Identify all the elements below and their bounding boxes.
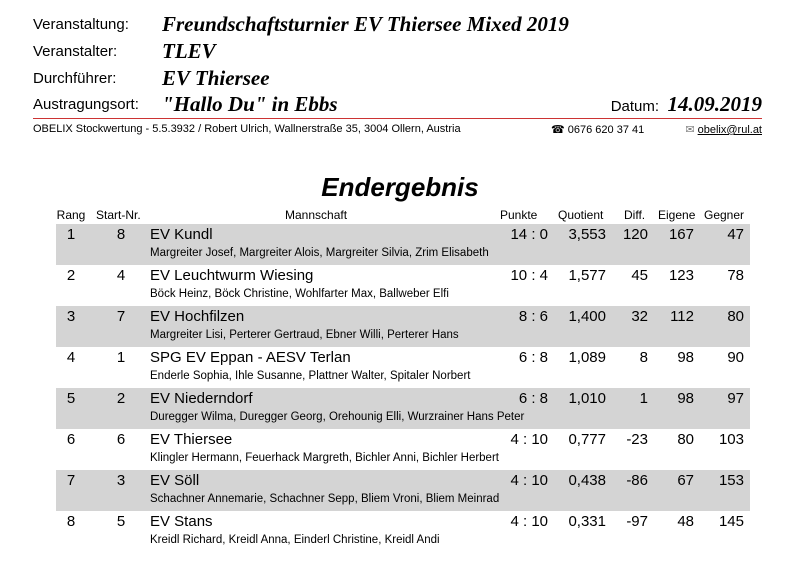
email-link[interactable]: obelix@rul.at: [697, 124, 762, 136]
quotient-cell: 1,577: [568, 267, 606, 284]
team-cell: EV Niederndorf: [150, 390, 253, 407]
players-cell: Enderle Sophia, Ihle Susanne, Plattner Walter, Spitaler Norbert: [150, 370, 471, 382]
venue-value: "Hallo Du" in Ebbs: [162, 92, 338, 116]
diff-cell: 32: [631, 308, 648, 325]
start-cell: 7: [116, 308, 126, 325]
organizer-row: [33, 39, 762, 65]
own-cell: 123: [668, 267, 694, 284]
table-row: [56, 429, 750, 470]
start-cell: 8: [116, 226, 126, 243]
date-label: Datum:: [610, 98, 660, 115]
mail-info: [685, 123, 762, 136]
event-value: Freundschaftsturnier EV Thiersee Mixed 2019: [162, 12, 569, 36]
start-cell: 6: [116, 431, 126, 448]
software-info-line: [33, 123, 762, 139]
organizer-value: TLEV: [162, 39, 216, 63]
col-start-header: Start-Nr.: [96, 208, 141, 222]
page-title: Endergebnis: [321, 172, 479, 202]
date-block: [611, 92, 762, 117]
rank-cell: 8: [66, 513, 76, 530]
quotient-cell: 3,553: [568, 226, 606, 243]
executor-label: Durchführer:: [33, 70, 117, 87]
quotient-cell: 0,331: [568, 513, 606, 530]
own-cell: 48: [677, 513, 694, 530]
own-cell: 98: [677, 349, 694, 366]
opponent-cell: 97: [727, 390, 744, 407]
team-cell: EV Kundl: [150, 226, 213, 243]
diff-cell: -23: [626, 431, 648, 448]
own-cell: 67: [677, 472, 694, 489]
executor-row: [33, 66, 762, 92]
points-cell: 8 : 6: [518, 308, 548, 325]
date-value: 14.09.2019: [667, 92, 762, 116]
col-rank-header: Rang: [56, 208, 86, 222]
rank-cell: 7: [66, 472, 76, 489]
mail-icon: ✉: [685, 124, 695, 136]
own-cell: 167: [668, 226, 694, 243]
team-cell: EV Thiersee: [150, 431, 233, 448]
start-cell: 5: [116, 513, 126, 530]
venue-row: [33, 92, 762, 118]
event-row: [33, 12, 762, 38]
points-cell: 6 : 8: [518, 390, 548, 407]
opponent-cell: 145: [718, 513, 744, 530]
col-diff-header: Diff.: [624, 208, 646, 222]
rank-cell: 5: [66, 390, 76, 407]
col-quotient-header: Quotient: [558, 208, 604, 222]
quotient-cell: 1,400: [568, 308, 606, 325]
players-cell: Schachner Annemarie, Schachner Sepp, Bliem Vroni, Bliem Meinrad: [150, 493, 500, 505]
rank-cell: 4: [66, 349, 76, 366]
rank-cell: 2: [66, 267, 76, 284]
diff-cell: 45: [631, 267, 648, 284]
phone-number: 0676 620 37 41: [567, 124, 645, 136]
team-cell: EV Hochfilzen: [150, 308, 245, 325]
organizer-label: Veranstalter:: [33, 43, 118, 60]
points-cell: 4 : 10: [510, 431, 548, 448]
points-cell: 10 : 4: [510, 267, 548, 284]
rank-cell: 1: [66, 226, 76, 243]
players-cell: Margreiter Josef, Margreiter Alois, Margreiter Silvia, Zrim Elisabeth: [150, 247, 489, 259]
opponent-cell: 80: [727, 308, 744, 325]
table-row: [56, 306, 750, 347]
points-cell: 4 : 10: [510, 513, 548, 530]
rank-cell: 3: [66, 308, 76, 325]
table-row: [56, 470, 750, 511]
executor-value: EV Thiersee: [162, 66, 270, 90]
col-team-header: Mannschaft: [285, 208, 348, 222]
col-points-header: Punkte: [500, 208, 538, 222]
phone-info: [551, 123, 644, 136]
team-cell: EV Stans: [150, 513, 213, 530]
diff-cell: 8: [639, 349, 648, 366]
diff-cell: 120: [622, 226, 648, 243]
start-cell: 3: [116, 472, 126, 489]
table-row: [56, 511, 750, 552]
points-cell: 14 : 0: [510, 226, 548, 243]
table-row: [56, 388, 750, 429]
diff-cell: 1: [639, 390, 648, 407]
diff-cell: -97: [626, 513, 648, 530]
start-cell: 2: [116, 390, 126, 407]
players-cell: Duregger Wilma, Duregger Georg, Orehounig Elli, Wurzrainer Hans Peter: [150, 411, 525, 423]
header-divider: [33, 118, 762, 119]
diff-cell: -86: [626, 472, 648, 489]
team-cell: SPG EV Eppan - AESV Terlan: [150, 349, 351, 366]
start-cell: 4: [116, 267, 126, 284]
opponent-cell: 103: [718, 431, 744, 448]
quotient-cell: 0,777: [568, 431, 606, 448]
team-cell: EV Leuchtwurm Wiesing: [150, 267, 314, 284]
col-opponent-header: Gegner: [704, 208, 745, 222]
start-cell: 1: [116, 349, 126, 366]
venue-label: Austragungsort:: [33, 96, 139, 113]
opponent-cell: 90: [727, 349, 744, 366]
team-cell: EV Söll: [150, 472, 200, 489]
rank-cell: 6: [66, 431, 76, 448]
own-cell: 112: [670, 308, 694, 325]
players-cell: Kreidl Richard, Kreidl Anna, Einderl Christine, Kreidl Andi: [150, 534, 440, 546]
players-cell: Margreiter Lisi, Perterer Gertraud, Ebner Willi, Perterer Hans: [150, 329, 459, 341]
opponent-cell: 47: [727, 226, 744, 243]
players-cell: Klingler Hermann, Feuerhack Margreth, Bichler Anni, Bichler Herbert: [150, 452, 499, 464]
software-info: OBELIX Stockwertung - 5.5.3932 / Robert Ulrich, Wallnerstraße 35, 3004 Ollern, Austria: [33, 123, 461, 135]
quotient-cell: 1,010: [568, 390, 606, 407]
opponent-cell: 153: [718, 472, 744, 489]
phone-icon: ☎: [551, 124, 565, 136]
event-label: Veranstaltung:: [33, 16, 129, 33]
col-own-header: Eigene: [658, 208, 696, 222]
points-cell: 4 : 10: [510, 472, 548, 489]
players-cell: Böck Heinz, Böck Christine, Wohlfarter Max, Ballweber Elfi: [150, 288, 449, 300]
points-cell: 6 : 8: [518, 349, 548, 366]
quotient-cell: 1,089: [568, 349, 606, 366]
opponent-cell: 78: [727, 267, 744, 284]
own-cell: 80: [677, 431, 694, 448]
table-row: [56, 347, 750, 388]
quotient-cell: 0,438: [568, 472, 606, 489]
own-cell: 98: [677, 390, 694, 407]
table-row: [56, 224, 750, 265]
table-row: [56, 265, 750, 306]
